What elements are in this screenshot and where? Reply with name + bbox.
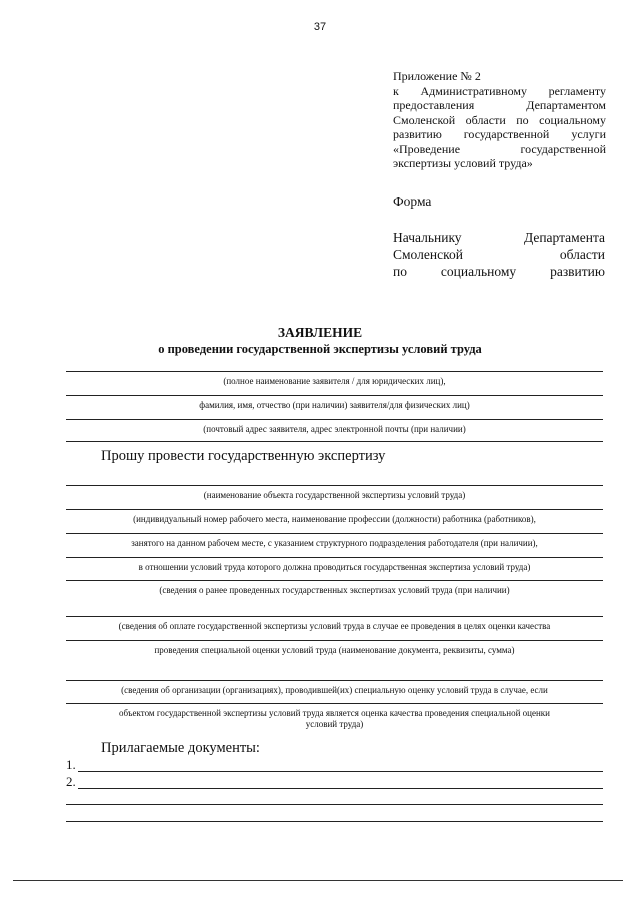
appendix-line: «Проведение государственной: [393, 141, 606, 156]
document-title: ЗАЯВЛЕНИЕ: [277, 325, 363, 340]
caption-object-name: (наименование объекта государственной экспертизы условий труда): [203, 490, 466, 500]
caption-conditions: в отношении условий труда которого должна проводиться государственная экспертиза условий труда): [138, 562, 531, 572]
appendix-block: [393, 69, 606, 171]
applicant-name-field[interactable]: [66, 371, 603, 372]
caption-organization-2: объектом государственной экспертизы условий труда является оценка качества проведения специальной оценки: [119, 708, 550, 718]
attachments-heading: Прилагаемые документы:: [101, 740, 260, 756]
appendix-line: предоставления Департаментом: [393, 98, 606, 112]
employed-field[interactable]: [66, 533, 603, 534]
addressee-line: Начальнику Департамента: [393, 230, 605, 245]
caption-payment-1: (сведения об оплате государственной экспертизы условий труда в случае ее проведения в целях оценки качества: [118, 621, 551, 631]
attachment-number: 2.: [66, 774, 76, 789]
document-subtitle: о проведении государственной экспертизы условий труда: [158, 342, 482, 356]
caption-previous: (сведения о ранее проведенных государственных экспертизах условий труда (при наличии): [159, 585, 510, 595]
form-label: Форма: [393, 194, 432, 209]
addressee-block: [393, 229, 605, 280]
page-bottom-edge: [13, 880, 623, 881]
payment-field[interactable]: [66, 616, 603, 617]
caption-employed: занятого на данном рабочем месте, с указанием структурного подразделения работодателя (при наличии),: [131, 538, 538, 548]
conditions-field[interactable]: [66, 557, 603, 558]
page-number: 37: [313, 21, 327, 33]
organization-field[interactable]: [66, 680, 603, 681]
attachment-field-3[interactable]: [66, 804, 603, 805]
addressee-line: Смоленской области: [393, 247, 605, 262]
appendix-line: к Административному регламенту: [393, 83, 606, 98]
caption-applicant-name: (полное наименование заявителя / для юридических лиц),: [223, 376, 446, 386]
caption-workplace: (индивидуальный номер рабочего места, наименование профессии (должности) работника (работников),: [133, 514, 536, 524]
caption-organization-3: условий труда): [305, 719, 364, 729]
attachment-field-2[interactable]: [78, 788, 603, 789]
appendix-line: Смоленской области по социальному: [393, 112, 606, 127]
attachment-field-4[interactable]: [66, 821, 603, 822]
workplace-field[interactable]: [66, 509, 603, 510]
previous-field[interactable]: [66, 580, 603, 581]
caption-organization-1: (сведения об организации (организациях), проводившей(их) специальную оценку условий труда в случае, если: [121, 685, 548, 695]
appendix-line: экспертизы условий труда»: [393, 156, 533, 170]
divider-line: [66, 441, 603, 442]
caption-applicant-address: (почтовый адрес заявителя, адрес электронной почты (при наличии): [203, 424, 466, 434]
applicant-fio-field[interactable]: [66, 395, 603, 396]
applicant-address-field[interactable]: [66, 419, 603, 420]
payment-field-2[interactable]: [66, 640, 603, 641]
caption-applicant-fio: фамилия, имя, отчество (при наличии) заявителя/для физических лиц): [199, 400, 470, 410]
object-name-field[interactable]: [66, 485, 603, 486]
appendix-line: развитию государственной услуги: [393, 127, 606, 141]
addressee-line: по социальному развитию: [393, 264, 605, 279]
attachment-number: 1.: [66, 757, 76, 772]
request-text: Прошу провести государственную экспертизу: [101, 448, 386, 464]
organization-field-2[interactable]: [66, 703, 603, 704]
caption-payment-2: проведения специальной оценки условий труда (наименование документа, реквизиты, сумма): [154, 645, 515, 655]
appendix-line: Приложение № 2: [393, 69, 481, 83]
attachment-field-1[interactable]: [78, 771, 603, 772]
